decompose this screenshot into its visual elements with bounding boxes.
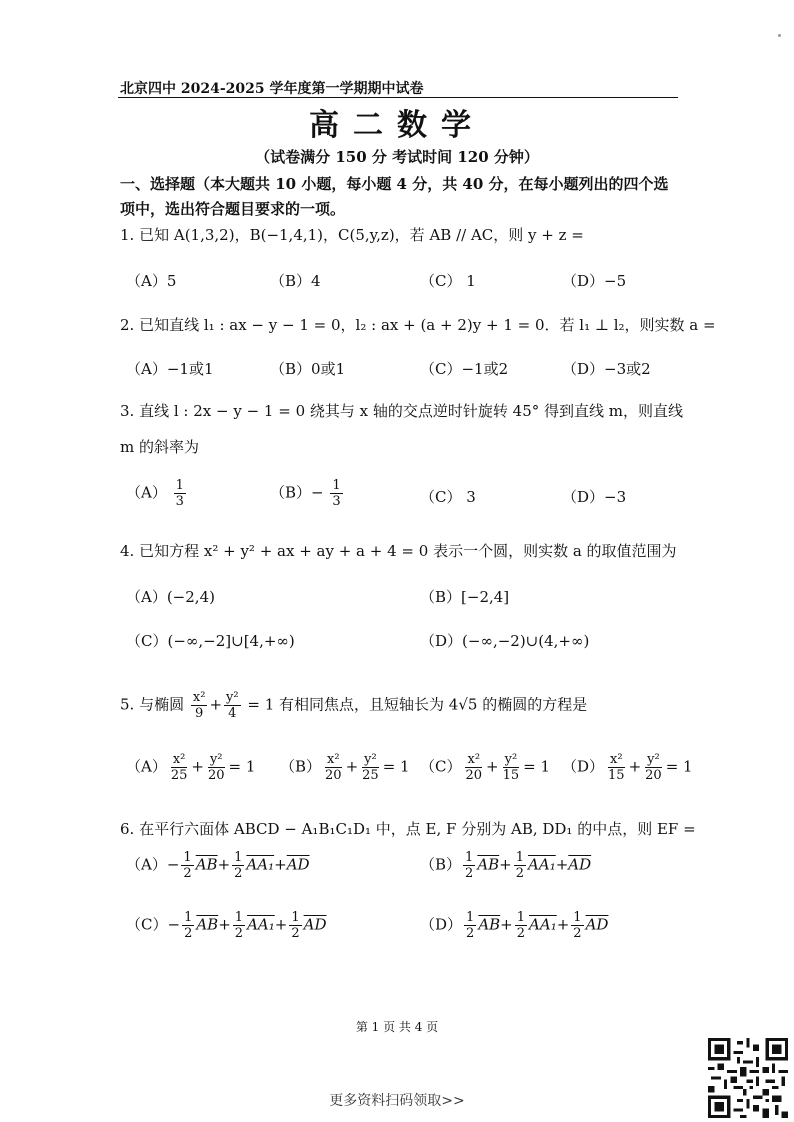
q3-option-d: （D）−3	[562, 488, 627, 506]
question-2-stem: 已知直线 l₁ : ax − y − 1 = 0，l₂ : ax + (a + 2)y + 1 = 0．若 l₁ ⊥ l₂，则实数 a =	[139, 316, 716, 334]
question-6: 6. 在平行六面体 ABCD − A₁B₁C₁D₁ 中，点 E, F 分别为 AB, DD₁ 的中点，则 EF =	[120, 820, 696, 838]
page-title: 高二数学	[309, 108, 485, 143]
section-heading: 一、选择题（本大题共 10 小题，每小题 4 分，共 40 分，在每小题列出的四个选项中，选出符合题目要求的一项。	[120, 175, 669, 218]
q1-option-d: （D）−5	[562, 272, 627, 290]
q6-option-d: （D） $\frac{1}{2}$ $\overline{AB}+$ $\frac{1}{2}$ AA₁+ $\frac{1}{2}$ $\overline{AD}$	[420, 910, 609, 941]
q2-option-d: （D）−3或2	[562, 360, 651, 378]
page-number: 第 1 页 共 4 页	[355, 1020, 439, 1034]
q4-option-b: （B）[−2,4]	[420, 588, 510, 606]
fraction: $\frac{1}{3}$	[175, 478, 184, 509]
q4-option-c: （C）(−∞,−2]∪[4,+∞)	[126, 632, 295, 650]
header-rule	[118, 97, 678, 98]
question-3-stem-line2: m 的斜率为	[120, 438, 199, 456]
question-5-stem: = 1 有相同焦点，且短轴长为 4√5 的椭圆的方程是	[247, 695, 588, 714]
q2-option-b: （B）0或1	[270, 360, 346, 378]
q3-option-b: （B）− $\frac{1}{3}$	[270, 478, 341, 509]
q6-option-c: （C）− $\frac{1}{2}$ $\overline{AB}+$ $\frac{1}{2}$ AA₁+ $\frac{1}{2}$ $\overline{AD}$	[126, 910, 327, 941]
more-resources-link[interactable]: 更多资料扫码领取>>	[329, 1093, 465, 1109]
q6-option-a: （A）− $\frac{1}{2}$ $\overline{AB}+$ $\frac{1}{2}$ $AA_1+\overline{AD}$	[126, 850, 310, 881]
question-1: 1. 已知 A(1,3,2)，B(−1,4,1)，C(5,y,z)，若 AB // AC，则 y + z =	[120, 226, 584, 244]
q5-option-b: （B） $\frac{\text{x²}}{20}$ + $\frac{\text{y²}}{25}$ = 1	[280, 752, 410, 783]
q4-option-d: （D）(−∞,−2)∪(4,+∞)	[420, 632, 590, 650]
scan-speck	[778, 34, 781, 37]
question-1-stem: 已知 A(1,3,2)，B(−1,4,1)，C(5,y,z)，若 AB // AC，则 y + z =	[139, 226, 584, 244]
question-5: 5. 与椭圆 $\frac{\text{x²}}{9}$ + $\frac{\text{y²}}{4}$ = 1 有相同焦点，且短轴长为 4√5 的椭圆的方程是	[120, 690, 588, 721]
question-4: 4. 已知方程 x² + y² + ax + ay + a + 4 = 0 表示一个圆，则实数 a 的取值范围为	[120, 542, 677, 560]
qr-code-icon[interactable]	[708, 1038, 788, 1118]
q2-option-c: （C）−1或2	[420, 360, 509, 378]
q5-option-a: （A） $\frac{\text{x²}}{25}$ + $\frac{\text{y²}}{20}$ = 1	[126, 752, 256, 783]
exam-header: 北京四中 2024-2025 学年度第一学期期中试卷	[120, 81, 424, 97]
question-4-stem: 已知方程 x² + y² + ax + ay + a + 4 = 0 表示一个圆，则实数 a 的取值范围为	[139, 542, 677, 560]
q1-option-b: （B）4	[270, 272, 321, 290]
q5-option-c: （C） $\frac{\text{x²}}{20}$ + $\frac{\text{y²}}{15}$ = 1	[420, 752, 551, 783]
question-2: 2. 已知直线 l₁ : ax − y − 1 = 0，l₂ : ax + (a + 2)y + 1 = 0．若 l₁ ⊥ l₂，则实数 a =	[120, 316, 716, 334]
question-6-stem: 在平行六面体 ABCD − A₁B₁C₁D₁ 中，点 E, F 分别为 AB, DD₁ 的中点，则 EF =	[139, 820, 696, 838]
q3-option-c: （C） 3	[420, 488, 476, 506]
fraction: $\frac{1}{3}$	[332, 478, 341, 509]
fraction: $\frac{\text{y²}}{4}$	[226, 690, 239, 721]
q1-option-c: （C） 1	[420, 272, 476, 290]
q5-option-d: （D） $\frac{\text{x²}}{15}$ + $\frac{\text{y²}}{20}$ = 1	[562, 752, 693, 783]
fraction: $\frac{\text{x²}}{9}$	[192, 690, 206, 721]
q2-option-a: （A）−1或1	[126, 360, 214, 378]
exam-info: （试卷满分 150 分 考试时间 120 分钟）	[255, 148, 539, 166]
q4-option-a: （A）(−2,4)	[126, 588, 215, 606]
question-3: 3. 直线 l : 2x − y − 1 = 0 绕其与 x 轴的交点逆时针旋转 45° 得到直线 m，则直线	[120, 402, 684, 420]
question-3-stem-line1: 直线 l : 2x − y − 1 = 0 绕其与 x 轴的交点逆时针旋转 45° 得到直线 m，则直线	[139, 402, 684, 420]
q3-option-a: （A） $\frac{1}{3}$	[126, 478, 184, 509]
q1-option-a: （A）5	[126, 272, 177, 290]
q6-option-b: （B） $\frac{1}{2}$ $\overline{AB}+$ $\frac{1}{2}$ $AA_1+\overline{AD}$	[420, 850, 592, 881]
